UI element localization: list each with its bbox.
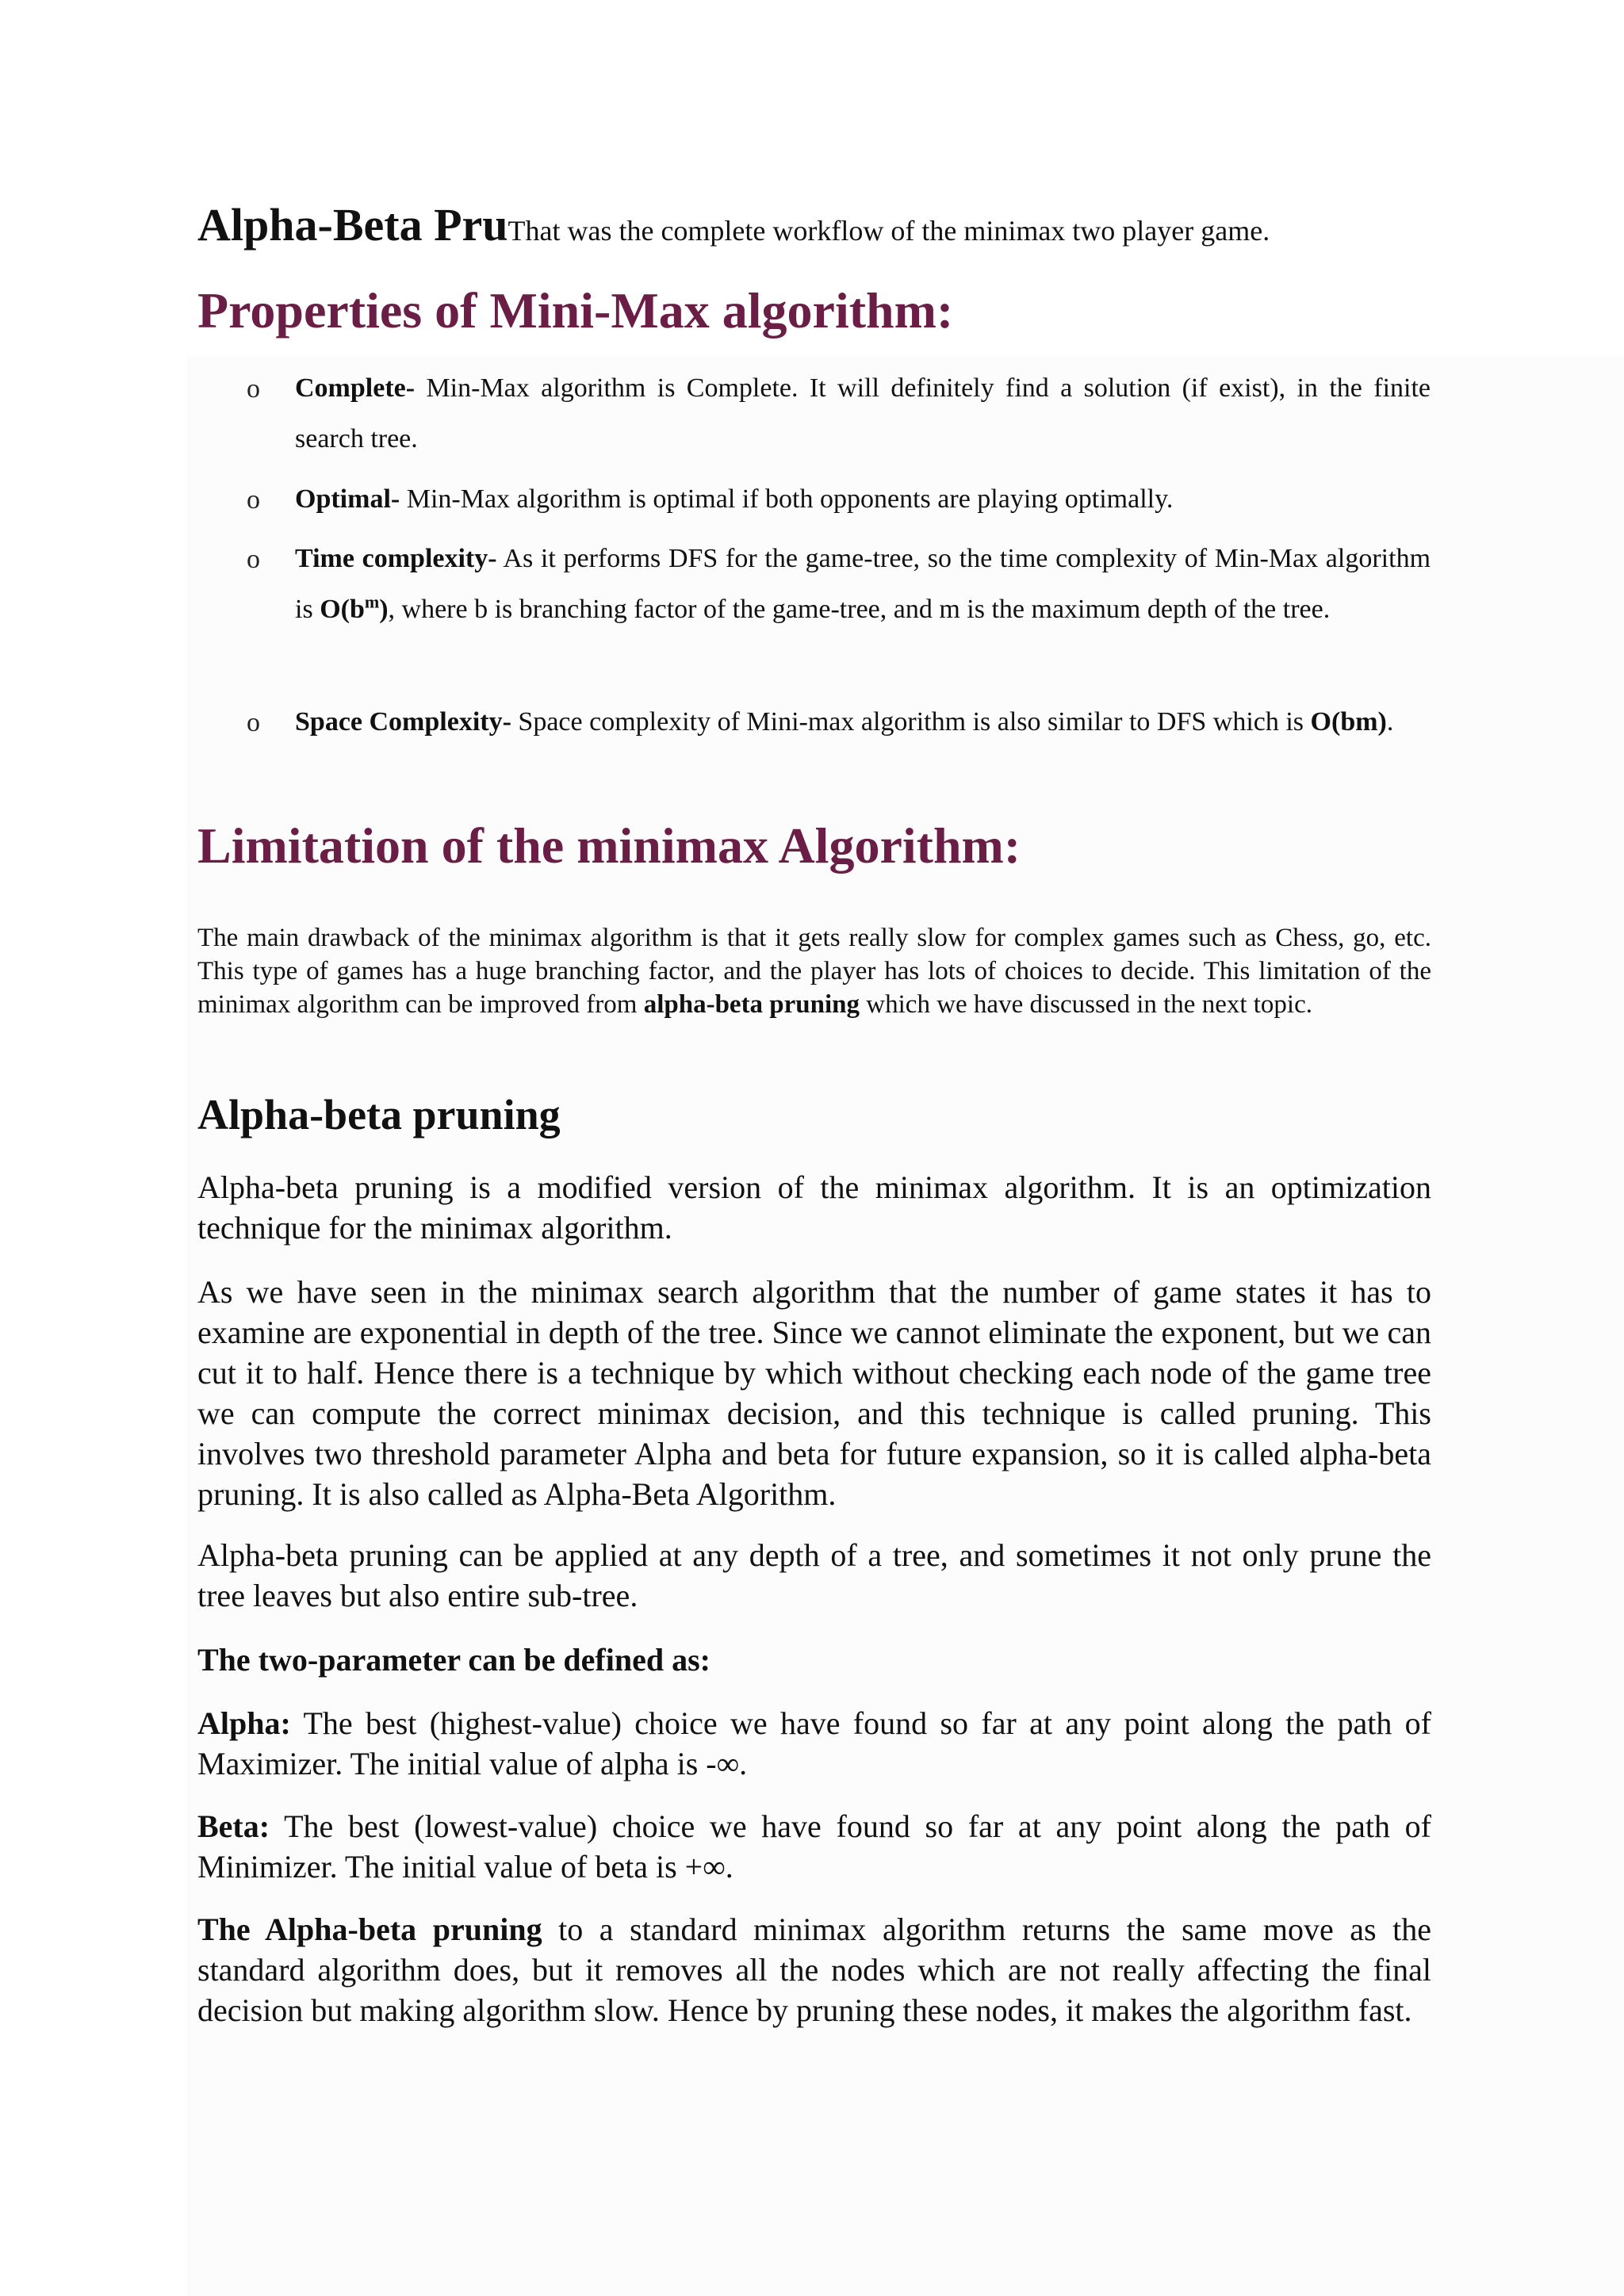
formula-exponent: m (364, 591, 380, 612)
beta-definition (197, 1806, 1431, 1887)
limitation-text: The main drawback of the minimax algorithm is that it gets really slow for complex games such as Chess, go, etc. This type of games has a huge branching factor, and the player has lots of choices to decide. This limitation of the minimax algorithm can be improved from (197, 924, 1431, 1019)
property-term: Complete- (295, 373, 416, 403)
property-space-complexity (295, 697, 1431, 748)
limitation-heading: Limitation of the minimax Algorithm: (197, 817, 1021, 874)
property-term: Time complexity- (295, 544, 497, 573)
alpha-beta-final-paragraph (197, 1909, 1431, 2030)
property-time-complexity (295, 534, 1431, 635)
alpha-beta-heading: Alpha-beta pruning (197, 1091, 561, 1138)
property-text-after: . (1386, 707, 1394, 737)
property-term: Optimal- (295, 484, 400, 514)
workflow-summary-text: That was the complete workflow of the minimax two player game. (508, 215, 1270, 247)
alpha-beta-truncated-heading: Alpha-Beta Pru (197, 199, 508, 251)
formula-close: ) (379, 595, 389, 624)
property-term: Space Complexity- (295, 707, 511, 737)
time-complexity-formula (320, 591, 389, 624)
limitation-paragraph (197, 921, 1431, 1021)
property-text: Min-Max algorithm is Complete. It will definitely find a solution (if exist), in the finite search tree. (295, 373, 1431, 453)
bullet-marker: o (247, 485, 260, 515)
beta-text: The best (lowest-value) choice we have found so far at any point along the path of Minimizer. The initial value of beta is +∞. (197, 1808, 1431, 1885)
formula-base: O(b (320, 595, 365, 624)
alpha-text: The best (highest-value) choice we have found so far at any point along the path of Maximizer. The initial value of alpha is -∞. (197, 1705, 1431, 1781)
top-line (197, 198, 1270, 251)
property-complete (295, 363, 1431, 465)
property-optimal (295, 474, 1431, 525)
bullet-marker: o (247, 545, 260, 574)
property-text: Min-Max algorithm is optimal if both opponents are playing optimally. (400, 484, 1174, 514)
properties-heading: Properties of Mini-Max algorithm: (197, 282, 954, 339)
limitation-text-after: which we have discussed in the next topic. (860, 990, 1312, 1019)
space-complexity-formula: O(bm) (1310, 707, 1387, 737)
bullet-marker: o (247, 374, 260, 404)
alpha-beta-paragraph-3: Alpha-beta pruning can be applied at any depth of a tree, and sometimes it not only prune the tree leaves but also entire sub-tree. (197, 1537, 1431, 1613)
alpha-beta-paragraph-1: Alpha-beta pruning is a modified version of the minimax algorithm. It is an optimization technique for the minimax algorithm. (197, 1169, 1431, 1246)
alpha-definition (197, 1703, 1431, 1784)
final-text: to a standard minimax algorithm returns the same move as the standard algorithm does, but it removes all the nodes which are not really affecting the final decision but making algorithm slow. Hence by pruning these nodes, it makes the algorithm fast. (197, 1911, 1431, 2028)
final-label: The Alpha-beta pruning (197, 1911, 542, 1947)
alpha-beta-paragraph-2: As we have seen in the minimax search algorithm that the number of game states it has to examine are exponential in depth of the tree. Since we cannot eliminate the exponent, but we can cut it to half. Hence there is a technique by which without checking each node of the game tree we can compute the correct minimax decision, and this technique is called pruning. This involves two threshold parameter Alpha and beta for future expansion, so it is called alpha-beta pruning. It is also called as Alpha-Beta Algorithm. (197, 1274, 1431, 1512)
property-text-after: , where b is branching factor of the game-tree, and m is the maximum depth of the tree. (388, 595, 1331, 624)
alpha-beta-term: alpha-beta pruning (643, 990, 860, 1019)
parameters-heading: The two-parameter can be defined as: (197, 1642, 710, 1678)
beta-label: Beta: (197, 1808, 270, 1844)
bullet-marker: o (247, 708, 260, 737)
alpha-label: Alpha: (197, 1705, 291, 1741)
property-text: As it performs DFS for the game-tree, so the time complexity of Min-Max algorithm is (295, 544, 1431, 624)
property-text: Space complexity of Mini-max algorithm is also similar to DFS which is (511, 707, 1311, 737)
